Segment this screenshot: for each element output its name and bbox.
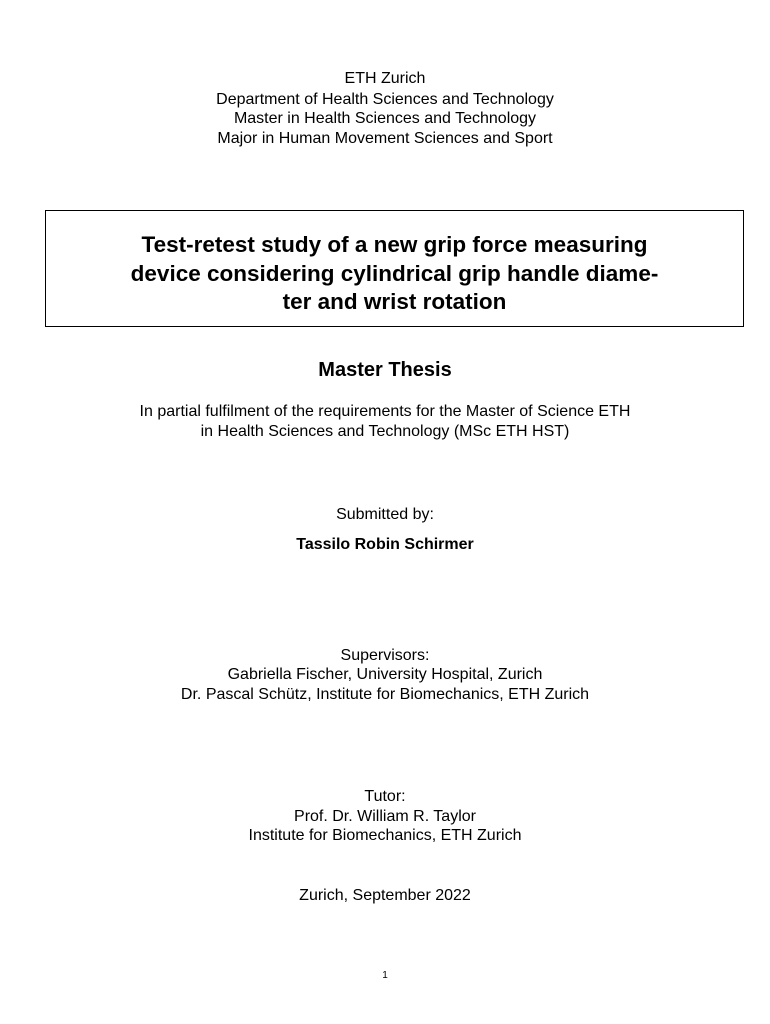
fulfilment-line-1: In partial fulfilment of the requirements for the Master of Science ETH (139, 403, 631, 420)
institution-name: ETH Zurich (344, 70, 426, 87)
supervisors-label: Supervisors: (340, 647, 430, 664)
program-name: Master in Health Sciences and Technology (233, 110, 537, 127)
submitted-by-label: Submitted by: (336, 506, 434, 523)
page-number: 1 (382, 970, 388, 981)
title-box (45, 210, 744, 327)
document-type: Master Thesis (318, 359, 452, 381)
thesis-title-line-2: device considering cylindrical grip handle diame- (130, 261, 659, 286)
tutor-label: Tutor: (364, 788, 406, 805)
major-name: Major in Human Movement Sciences and Sport (217, 130, 553, 147)
fulfilment-line-2: in Health Sciences and Technology (MSc ETH HST) (200, 423, 570, 440)
thesis-title-line-1: Test-retest study of a new grip force measuring (141, 232, 648, 257)
tutor-name: Prof. Dr. William R. Taylor (294, 808, 476, 825)
thesis-title-line-3: ter and wrist rotation (282, 289, 507, 314)
department-name: Department of Health Sciences and Technology (216, 91, 554, 108)
author-name: Tassilo Robin Schirmer (296, 536, 474, 553)
place-date: Zurich, September 2022 (299, 887, 471, 904)
tutor-affiliation: Institute for Biomechanics, ETH Zurich (248, 827, 522, 844)
supervisor-item: Gabriella Fischer, University Hospital, Zurich (227, 666, 543, 683)
supervisor-item: Dr. Pascal Schütz, Institute for Biomechanics, ETH Zurich (180, 686, 590, 703)
